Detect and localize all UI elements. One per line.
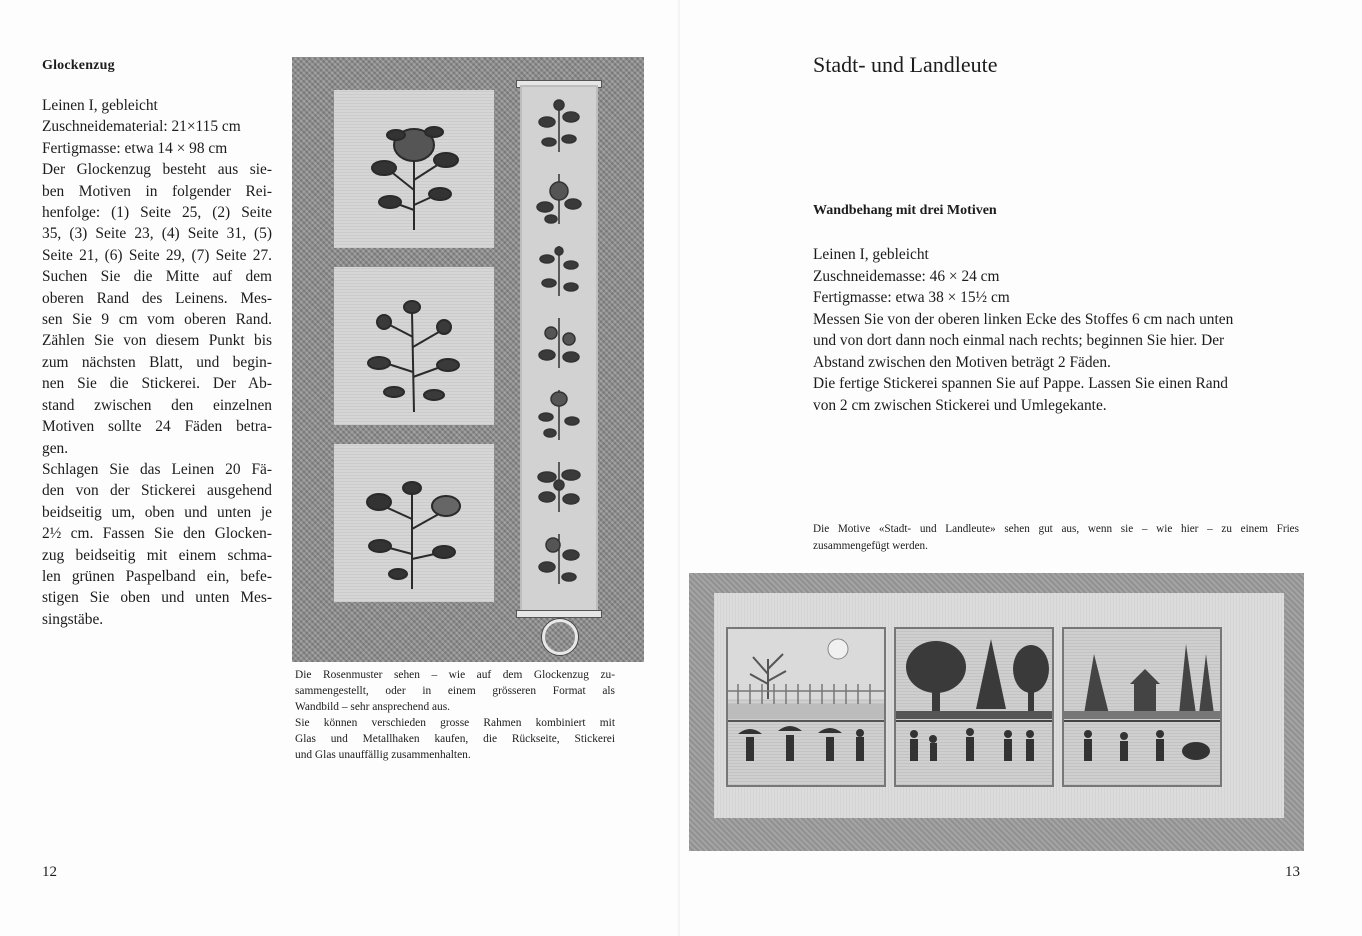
summer-scene-illustration <box>896 629 1052 785</box>
bell-pull-strip <box>520 85 598 615</box>
rose-motif-panel <box>334 90 494 248</box>
body-line: Zuschneidematerial: 21×115 cm <box>42 118 241 136</box>
rose-illustration <box>334 267 494 425</box>
rose-motif-panel <box>334 267 494 425</box>
caption-line: und Glas unauffällig zusammenhalten. <box>295 749 471 761</box>
body-line: Zuschneidemasse: 46 × 24 cm <box>813 267 1000 285</box>
photo-wall-hanging <box>689 573 1304 851</box>
body-line: sen Sie 9 cm vom oberen Rand. <box>42 311 272 329</box>
body-line: stand zwischen den einzelnen <box>42 396 272 414</box>
right-page <box>680 0 1362 936</box>
caption-line: Sie können verschieden grosse Rahmen kombiniert mit <box>295 717 615 729</box>
winter-scene-illustration <box>728 629 884 785</box>
body-line: Abstand zwischen den Motiven beträgt 2 Fäden. <box>813 353 1111 371</box>
motif-panel-summer <box>894 627 1054 787</box>
caption-line: Glas und Metallhaken kaufen, die Rückseite, Stickerei <box>295 733 615 745</box>
caption-line: Wandbild – sehr ansprechend aus. <box>295 701 451 713</box>
caption-line: Die Motive «Stadt- und Landleute» sehen gut aus, wenn sie – wie hier – zu einem Fries <box>813 523 1299 535</box>
photo-caption-right <box>813 521 1299 555</box>
body-line: Messen Sie von der oberen linken Ecke des Stoffes 6 cm nach unten <box>813 310 1234 328</box>
body-line: 2½ cm. Fassen Sie den Glocken- <box>42 525 272 543</box>
body-line: Schlagen Sie das Leinen 20 Fä- <box>42 460 272 478</box>
caption-line: zusammengefügt werden. <box>813 540 928 552</box>
body-line: Fertigmasse: etwa 14 × 98 cm <box>42 139 228 157</box>
body-line: und von dort dann noch einmal nach rechts; beginnen Sie hier. Der <box>813 332 1225 349</box>
body-line: Suchen Sie die Mitte auf dem <box>42 268 272 286</box>
rose-motifs-column <box>522 87 596 613</box>
body-line: Motiven sollte 24 Fäden betra- <box>42 418 272 436</box>
body-line: Die fertige Stickerei spannen Sie auf Pappe. Lassen Sie einen Rand <box>813 375 1228 392</box>
body-line: singstäbe. <box>42 610 104 628</box>
pull-ring <box>542 619 578 655</box>
wall-hanging-fabric <box>714 593 1284 818</box>
body-line: gen. <box>42 439 69 457</box>
body-line: von 2 cm zwischen Stickerei und Umlegekante. <box>813 396 1107 414</box>
section-heading-glockenzug: Glockenzug <box>42 58 115 73</box>
body-line: 35, (3) Seite 23, (4) Seite 31, (5) <box>42 225 272 243</box>
rose-illustration <box>334 90 494 248</box>
body-line: henfolge: (1) Seite 25, (2) Seite <box>42 204 272 222</box>
instructions-glockenzug <box>42 95 272 630</box>
body-line: beidseitig um, oben und unten je <box>42 503 272 521</box>
page-number-right: 13 <box>1285 864 1300 880</box>
body-line: Zählen Sie von diesem Punkt bis <box>42 332 272 350</box>
body-line: zum nächsten Blatt, und begin- <box>42 353 272 371</box>
caption-line: Die Rosenmuster sehen – wie auf dem Glockenzug zu- <box>295 669 615 681</box>
body-line: Fertigmasse: etwa 38 × 15½ cm <box>813 289 1010 306</box>
body-line: Seite 21, (6) Seite 29, (7) Seite 27. <box>42 246 272 264</box>
autumn-scene-illustration <box>1064 629 1220 785</box>
bottom-brass-rod <box>516 610 602 618</box>
instructions-wandbehang <box>813 244 1303 416</box>
caption-line: sammengestellt, oder in einem grösseren Format als <box>295 685 615 697</box>
body-line: nen Sie die Stickerei. Der Ab- <box>42 375 272 393</box>
section-heading-wandbehang: Wandbehang mit drei Motiven <box>813 203 997 218</box>
body-line: Der Glockenzug besteht aus sie- <box>42 161 272 179</box>
motif-panel-autumn <box>1062 627 1222 787</box>
photo-caption-left <box>295 667 615 763</box>
body-line: den von der Stickerei ausgehend <box>42 482 272 500</box>
body-line: Leinen I, gebleicht <box>42 97 158 114</box>
body-line: stigen Sie oben und unten Mes- <box>42 589 272 607</box>
body-line: zug beidseitig mit einem schma- <box>42 546 272 564</box>
body-line: ben Motiven in folgender Rei- <box>42 182 272 200</box>
body-line: len grünen Paspelband ein, befe- <box>42 567 272 585</box>
rose-illustration <box>334 444 494 602</box>
photo-rose-embroidery <box>292 57 644 662</box>
left-page <box>0 0 680 936</box>
page-title: Stadt- und Landleute <box>813 52 998 77</box>
body-line: oberen Rand des Leinens. Mes- <box>42 289 272 307</box>
motif-panel-winter <box>726 627 886 787</box>
body-line: Leinen I, gebleicht <box>813 246 929 263</box>
page-number-left: 12 <box>42 864 57 880</box>
rose-motif-panel <box>334 444 494 602</box>
